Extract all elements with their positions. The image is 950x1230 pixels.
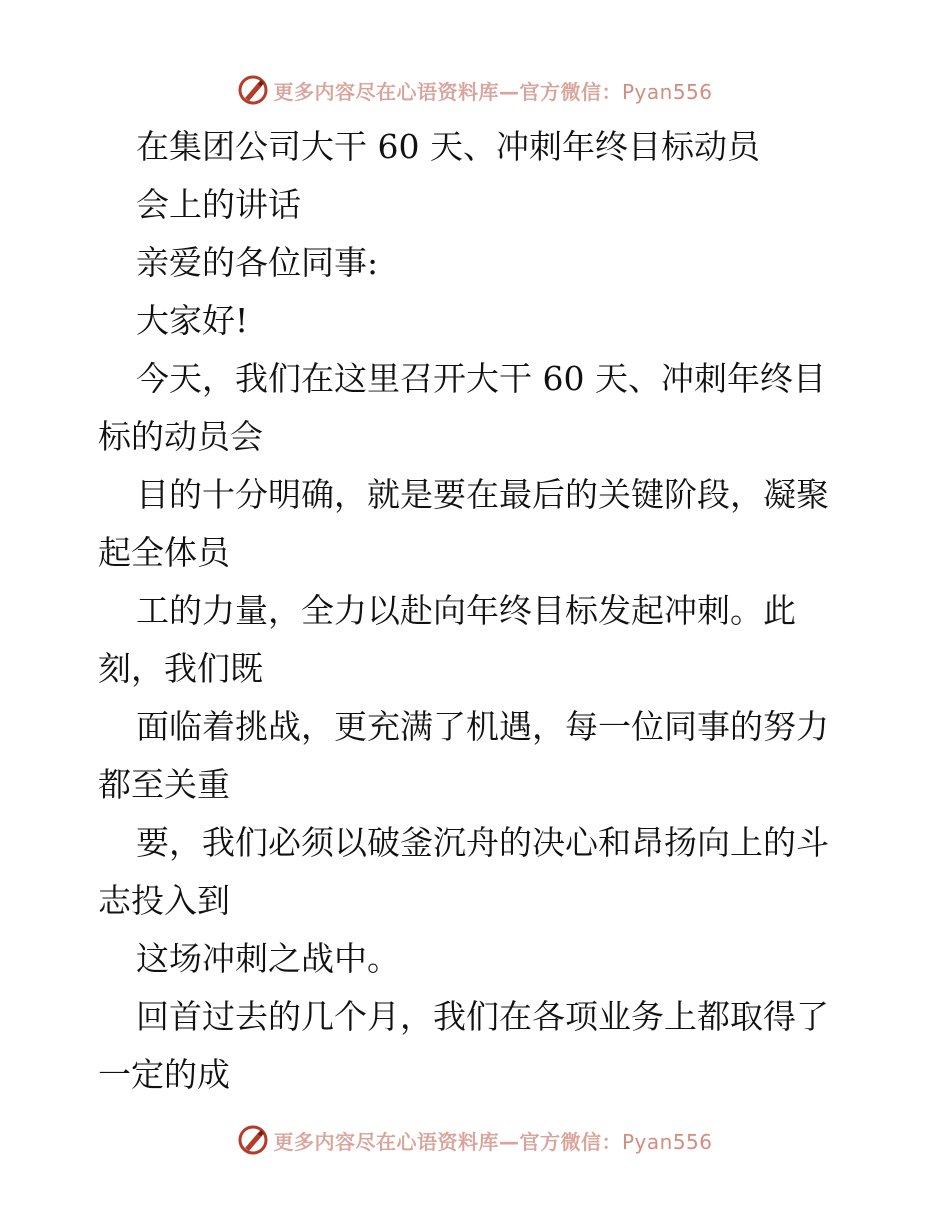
text-line: 在集团公司大干 60 天、冲刺年终目标动员 bbox=[136, 127, 760, 166]
document-body bbox=[98, 118, 868, 1104]
text-line: 面临着挑战，更充满了机遇，每一位同事的努力 bbox=[136, 707, 829, 746]
text-line: 今天，我们在这里召开大干 60 天、冲刺年终目 bbox=[136, 359, 826, 398]
text-line: 要，我们必须以破釜沉舟的决心和昂扬向上的斗 bbox=[136, 823, 829, 862]
text-line: 都至关重 bbox=[98, 765, 230, 804]
text-line: 会上的讲话 bbox=[136, 185, 301, 224]
text-line: 这场冲刺之战中。 bbox=[136, 939, 400, 978]
watermark-text: 更多内容尽在心语资料库—官方微信：Pyan556 bbox=[273, 1129, 713, 1154]
text-line: 目的十分明确，就是要在最后的关键阶段，凝聚 bbox=[136, 475, 829, 514]
text-line: 回首过去的几个月，我们在各项业务上都取得了 bbox=[136, 997, 829, 1036]
pen-logo-icon bbox=[237, 74, 269, 106]
text-line: 亲爱的各位同事: bbox=[136, 243, 379, 282]
pen-logo-icon bbox=[237, 1124, 269, 1156]
text-line: 标的动员会 bbox=[98, 417, 263, 456]
footer-watermark bbox=[0, 1122, 950, 1158]
text-line: 大家好! bbox=[136, 301, 249, 340]
text-line: 工的力量，全力以赴向年终目标发起冲刺。此 bbox=[136, 591, 796, 630]
text-line: 刻，我们既 bbox=[98, 649, 263, 688]
text-line: 起全体员 bbox=[98, 533, 230, 572]
text-line: 一定的成 bbox=[98, 1055, 230, 1094]
watermark-text: 更多内容尽在心语资料库—官方微信：Pyan556 bbox=[273, 79, 713, 104]
header-watermark bbox=[0, 72, 950, 108]
text-line: 志投入到 bbox=[98, 881, 230, 920]
